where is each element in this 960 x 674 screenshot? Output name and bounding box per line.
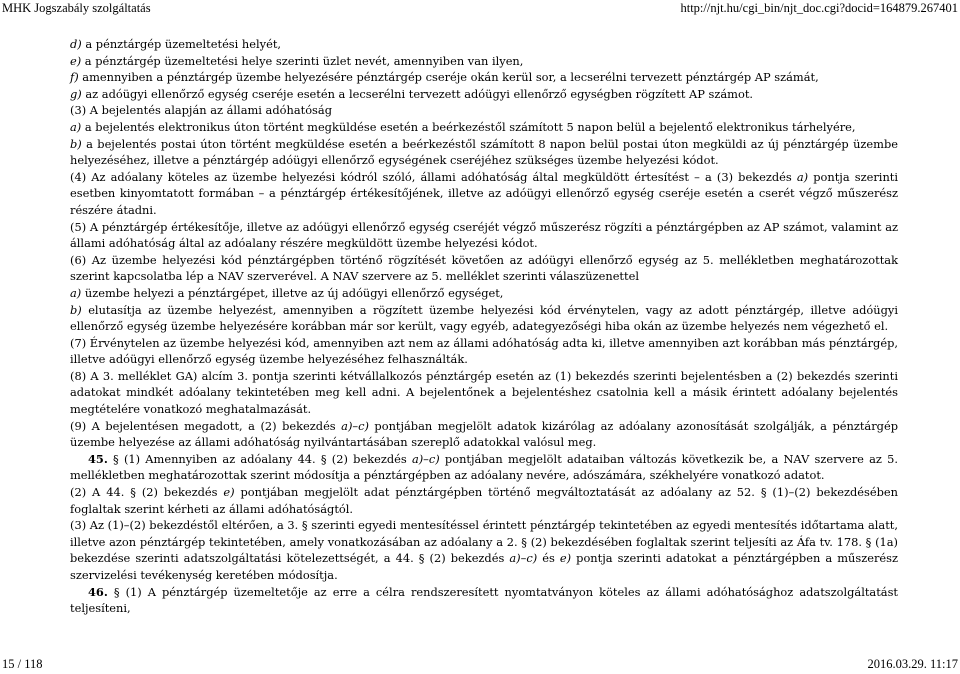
paragraph-6-b: b) elutasítja az üzembe helyezést, amennyiben a rögzített üzembe helyezési kód érvénytelen, vagy az adott pénztárgép, illetve adóügyi ellenőrző egység üzembe helyezésére korábban már sor került, vagy egyéb, adategyezőségi hiba okán az üzembe helyezés nem végezhető el. [70,302,898,334]
paragraph-6-a: a) üzembe helyezi a pénztárgépet, illetve az új adóügyi ellenőrző egységet, [70,285,504,300]
paragraph-3-a: a) a bejelentés elektronikus úton történt megküldése esetén a beérkezéstől számított 5 napon belül a bejelentő elektronikus tárhelyére, [70,119,856,134]
header-source-title: MHK Jogszabály szolgáltatás [2,1,151,15]
list-item-f: f) amennyiben a pénztárgép üzembe helyezésére pénztárgép cseréje okán kerül sor, a lecserélni tervezett pénztárgép AP számát, [70,70,819,85]
paragraph-3-b: b) a bejelentés postai úton történt megküldése esetén a beérkezéstől számított 8 napon belül postai úton megküldi az új pénztárgép üzembe helyezéséhez, illetve a pénztárgép adóügyi ellenőrző egységének cseréjéhez szükséges üzembe helyezési kódot. [70,136,898,168]
paragraph-5: (5) A pénztárgép értékesítője, illetve az adóügyi ellenőrző egység cseréjét végző műszerész rögzíti a pénztárgépben az AP számot, valamint az állami adóhatóság által az adóalany részére megküldött üzembe helyezési kódot. [70,219,898,251]
section-46-1: 46. § (1) A pénztárgép üzemeltetője az erre a célra rendszeresített nyomtatványon köteles az állami adóhatósághoz adatszolgáltatást teljesíteni, [70,584,898,616]
section-45-1: 45. § (1) Amennyiben az adóalany 44. § (2) bekezdés a)–c) pontjában megjelölt adataiban változás következik be, a NAV szervere az 5. mellékletben meghatározottak szerint módosítja a pénztárgépben az adóalany nevére, adószámára, székhelyére vonatkozó adatot. [70,451,899,483]
header-document-url[interactable]: http://njt.hu/cgi_bin/njt_doc.cgi?docid=164879.267401 [680,1,958,15]
page-header [0,0,960,16]
section-45-2: (2) A 44. § (2) bekezdés e) pontjában megjelölt adat pénztárgépben történő megváltoztatását az adóalany az 52. § (1)–(2) bekezdésében foglaltak szerint kérheti az állami adóhatóságtól. [70,485,898,516]
paragraph-9: (9) A bejelentésen megadott, a (2) bekezdés a)–c) pontjában megjelölt adatok kizárólag az adóalany azonosítását szolgálják, a pénztárgép üzembe helyezése az állami adóhatóság nyilvántartásában szereplő adatokkal valósul meg. [70,418,898,450]
page-number: 15 / 118 [2,657,43,671]
paragraph-4: (4) Az adóalany köteles az üzembe helyezési kódról szóló, állami adóhatóság által megküldött értesítést – a (3) bekezdés a) pontja szerinti esetben kinyomtatott formában – a pénztárgép értékesítőjének, illetve az adóügyi ellenőrző egység cseréje esetén a cserét végző műszerész részére átadni. [70,169,899,217]
paragraph-3: (3) A bejelentés alapján az állami adóhatóság [70,103,332,118]
paragraph-8: (8) A 3. melléklet GA) alcím 3. pontja szerinti kétvállalkozós pénztárgép esetén az (1) bekezdés szerinti bejelentésben a (2) bekezdés szerinti adatokat mindkét adóalany tekintetében meg kell adni. A bejelentőnek a bejelentéshez csatolnia kell a másik érintett adóalany bejelentés megtételére vonatkozó meghatalmazását. [70,368,898,417]
list-item-e: e) a pénztárgép üzemeltetési helye szerinti üzlet nevét, amennyiben van ilyen, [70,53,524,68]
paragraph-7: (7) Érvénytelen az üzembe helyezési kód, amennyiben azt nem az állami adóhatóság adta ki, illetve amennyiben azt korábban más pénztárgép, illetve adóügyi ellenőrző egység üzembe helyezéséhez felhasználták. [70,335,898,367]
list-item-d: d) a pénztárgép üzemeltetési helyét, [70,37,282,51]
document-body [70,36,898,617]
section-45-3: (3) Az (1)–(2) bekezdéstől eltérően, a 3. § szerinti egyedi mentesítéssel érintett pénztárgép tekintetében az egyedi mentesítés időtartama alatt, illetve azon pénztárgép tekintetében, amely vonatkozásában az adóalany a 2. § (2) bekezdésében foglaltak szerint teljesíti az Áfa tv. 178. § (1a) bekezdése szerinti adatszolgáltatási kötelezettségét, a 44. § (2) bekezdés a)–c) és e) pontja szerinti adatokat a pénztárgépben a műszerész szervizelési tevékenység keretében módosítja. [70,518,898,582]
paragraph-6: (6) Az üzembe helyezési kód pénztárgépben történő rögzítését követően az adóügyi ellenőrző egység az 5. mellékletben meghatározottak szerint kapcsolatba lép a NAV szerverével. A NAV szervere az 5. melléklet szerinti válaszüzenettel [70,252,898,284]
print-timestamp: 2016.03.29. 11:17 [867,657,958,671]
list-item-g: g) az adóügyi ellenőrző egység cseréje esetén a lecserélni tervezett adóügyi ellenőrző egységben rögzített AP számot. [70,86,754,101]
page-footer [0,656,960,672]
